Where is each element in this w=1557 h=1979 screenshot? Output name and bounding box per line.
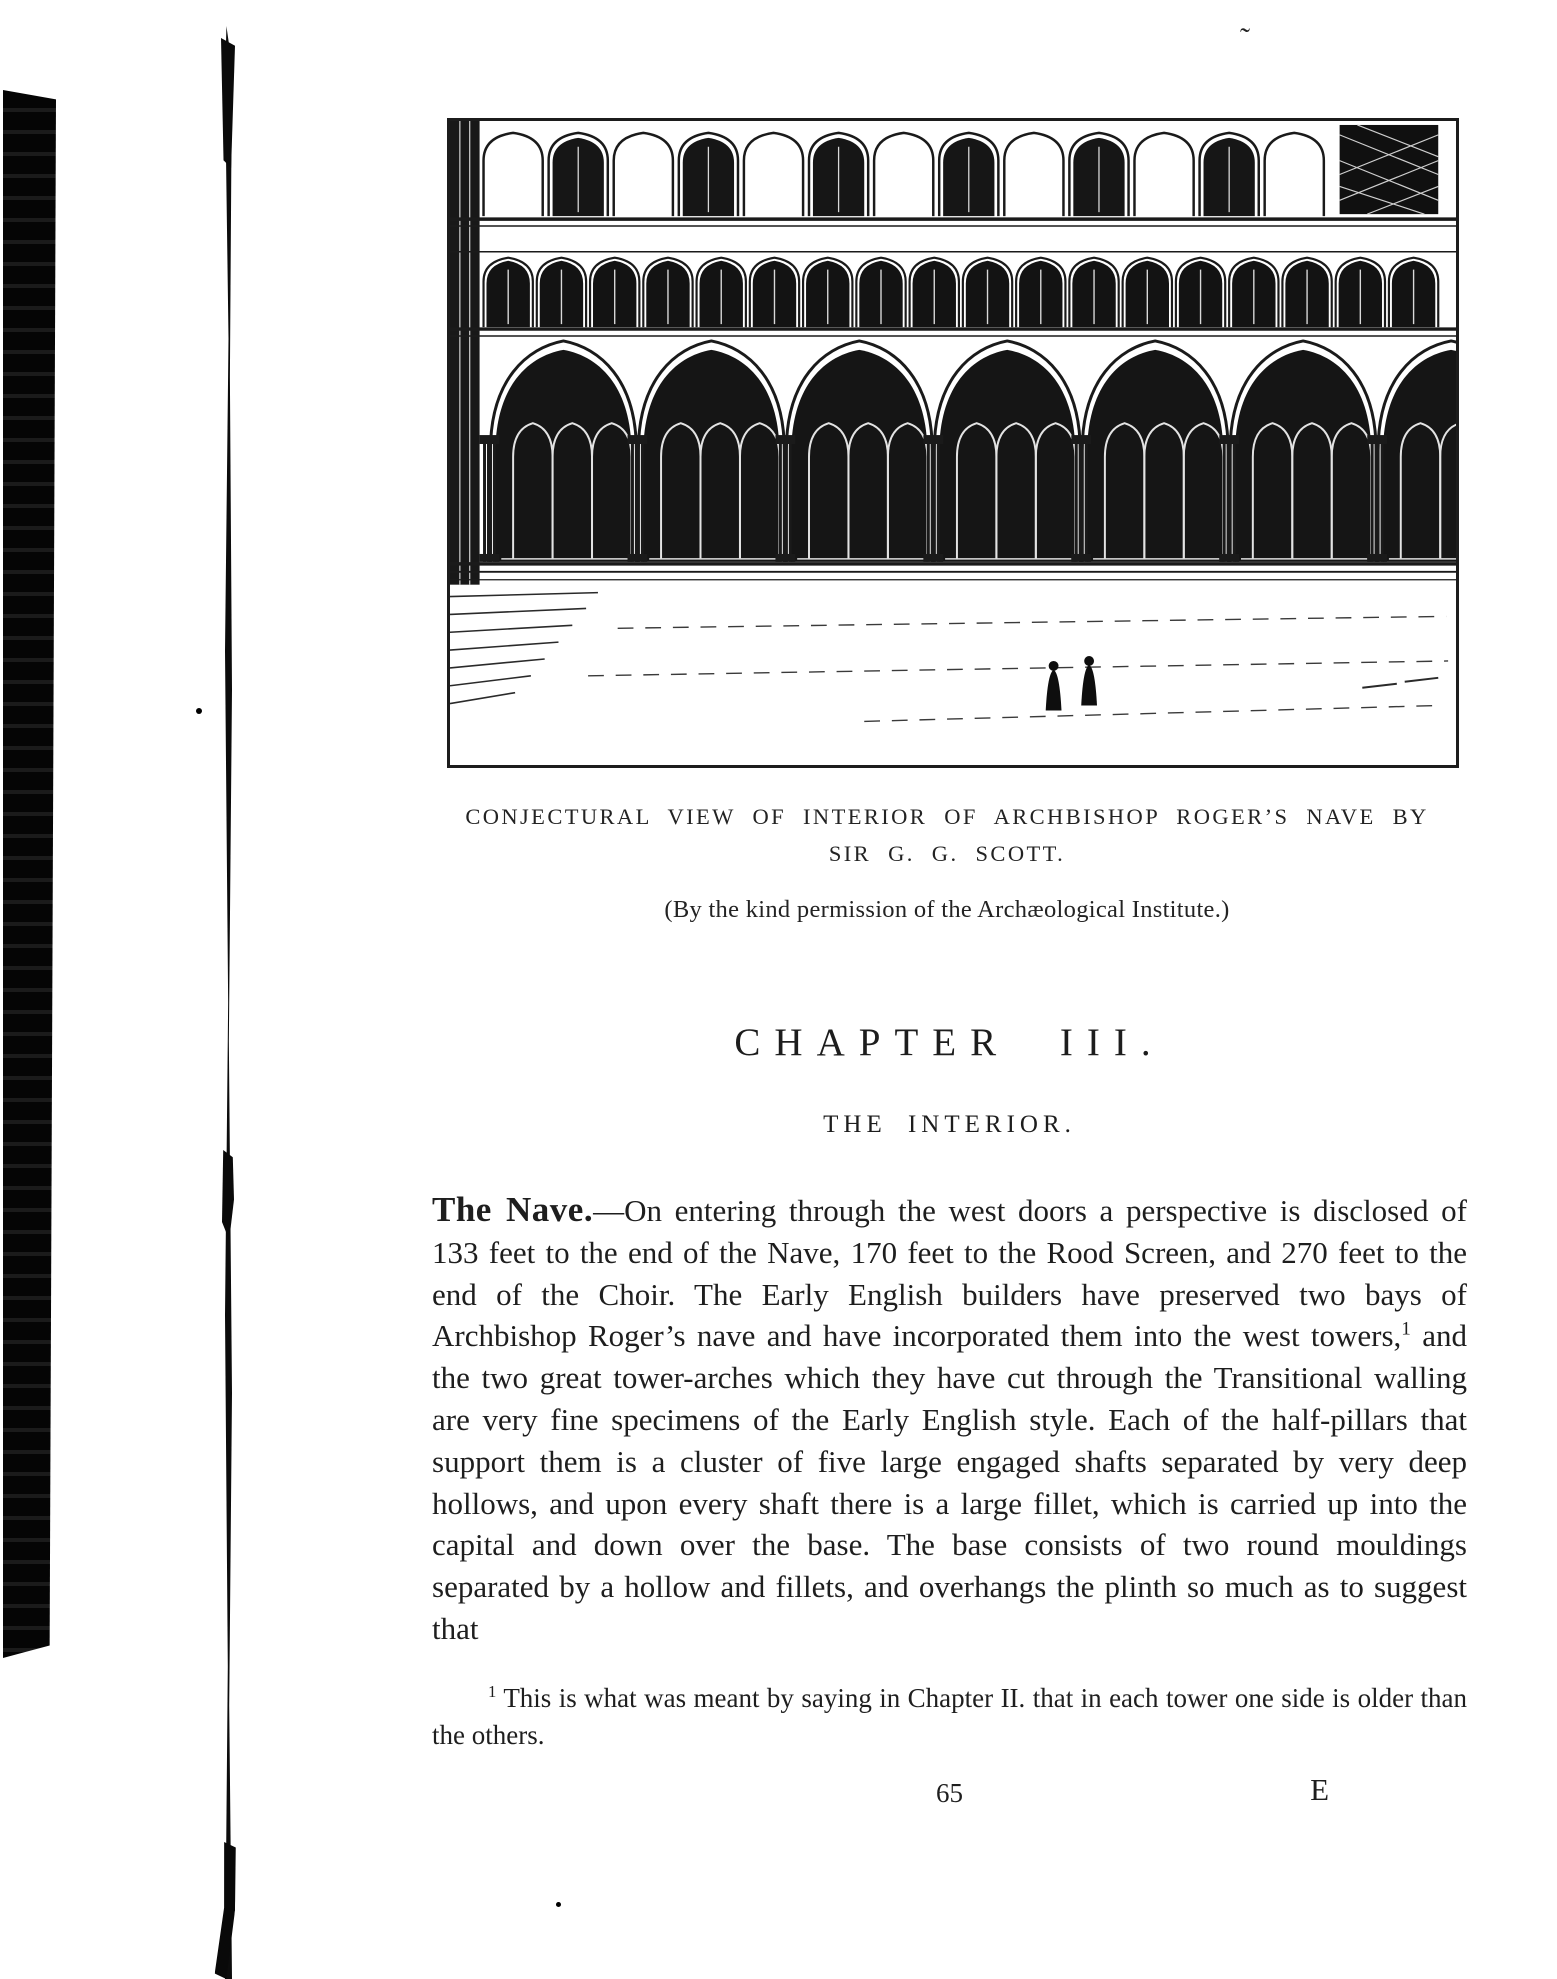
nave-engraving-illustration bbox=[450, 121, 1456, 765]
permission-note: (By the kind permission of the Archæological Institute.) bbox=[664, 896, 1230, 923]
clerestory-arcade bbox=[484, 133, 1324, 216]
scan-crease-blob bbox=[222, 1150, 234, 1240]
footnote-marker: 1 bbox=[488, 1681, 497, 1701]
page-content bbox=[432, 118, 1467, 1822]
paragraph-lead: The Nave. bbox=[432, 1190, 594, 1229]
footnote-text: This is what was meant by saying in Chapter II. that in each tower one side is older than the others. bbox=[432, 1682, 1467, 1750]
caption-line-1: CONJECTURAL VIEW OF INTERIOR OF ARCHBISHOP ROGER’S NAVE BY bbox=[465, 804, 1429, 829]
standing-figures bbox=[1046, 656, 1097, 710]
scan-stray-mark: ˜ bbox=[1240, 22, 1250, 55]
page-number: 65 bbox=[936, 1777, 963, 1808]
footnote bbox=[432, 1680, 1467, 1754]
pavement-lines bbox=[588, 616, 1448, 721]
footnote-reference: 1 bbox=[1401, 1319, 1411, 1341]
nave-illustration-plate bbox=[447, 118, 1459, 768]
gallery-arcade bbox=[484, 258, 1439, 327]
illustration-figure bbox=[432, 118, 1467, 924]
figure-caption bbox=[432, 798, 1467, 924]
scan-speck bbox=[556, 1902, 561, 1907]
steps-hatching bbox=[450, 593, 598, 704]
scan-crease-line bbox=[225, 26, 232, 1979]
printer-signature: E bbox=[1310, 1771, 1329, 1807]
body-paragraph bbox=[432, 1189, 1467, 1650]
left-pilaster bbox=[450, 121, 480, 585]
scan-crease-thick-top bbox=[221, 38, 235, 168]
chapter-title: CHAPTER III. bbox=[734, 1021, 1165, 1064]
page-footer bbox=[432, 1771, 1467, 1822]
paragraph-text-after-note: and the two great tower-arches which they have cut through the Transitional walling are very fine specimens of the Early English style. Each of the half-pillars that support them is a cluster of five large engaged shafts separated by very deep hollows, and upon every shaft there is a large fillet, which is carried up into the capital and down over the base. The base consists of two round mouldings separated by a hollow and fillets, and overhangs the plinth so much as to suggest that bbox=[432, 1318, 1467, 1646]
caption-line-2: SIR G. G. SCOTT. bbox=[828, 841, 1066, 866]
scan-speck bbox=[196, 708, 202, 714]
scan-gutter-bar bbox=[3, 90, 56, 1658]
paragraph-text-before-note: —On entering through the west doors a perspective is disclosed of 133 feet to the end of the Nave, 170 feet to the Rood Screen, and 270 feet to the end of the Choir. The Early English builders have preserved two bays of Archbishop Roger’s nave and have incorporated them into the west towers, bbox=[432, 1193, 1467, 1354]
section-title: THE INTERIOR. bbox=[823, 1111, 1076, 1138]
lattice-window bbox=[1340, 125, 1439, 214]
scan-crease-thick-bottom bbox=[214, 1842, 238, 1979]
